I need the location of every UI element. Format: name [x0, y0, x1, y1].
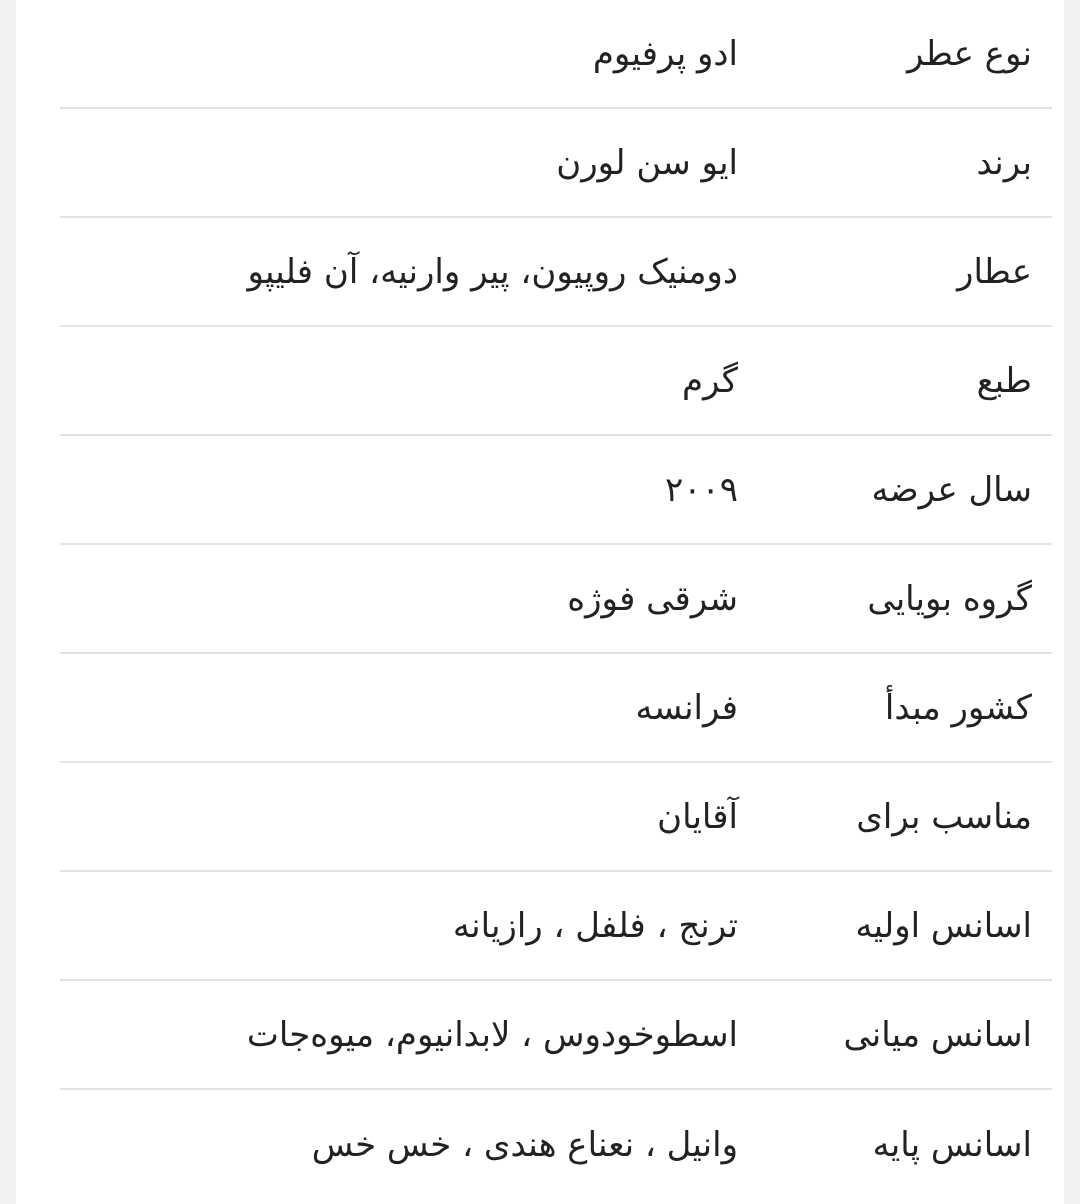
- spec-label: نوع عطر: [906, 33, 1032, 74]
- spec-row-suitable-for: [60, 763, 1052, 872]
- spec-value: ۲۰۰۹: [664, 469, 738, 510]
- spec-label: اسانس پایه: [872, 1124, 1032, 1165]
- spec-value: ایو سن لورن: [556, 142, 738, 183]
- spec-row-release-year: [60, 436, 1052, 545]
- spec-value: اسطوخودوس ، لابدانیوم، میوه‌جات: [246, 1014, 738, 1055]
- spec-row-top-notes: [60, 872, 1052, 981]
- spec-label: اسانس اولیه: [855, 905, 1032, 946]
- spec-row-perfume-type: [60, 0, 1052, 109]
- spec-row-origin-country: [60, 654, 1052, 763]
- spec-label: عطار: [957, 251, 1032, 292]
- spec-label: مناسب برای: [856, 796, 1032, 837]
- spec-value: وانیل ، نعناع هندی ، خس خس: [311, 1124, 738, 1165]
- spec-value: شرقی فوژه: [567, 578, 738, 619]
- spec-row-nature: [60, 327, 1052, 436]
- specifications-card: [16, 0, 1064, 1204]
- spec-value: ترنج ، فلفل ، رازیانه: [452, 905, 738, 946]
- spec-row-olfactory-group: [60, 545, 1052, 654]
- spec-value: گرم: [682, 360, 738, 401]
- spec-label: طبع: [976, 360, 1032, 401]
- spec-label: برند: [976, 142, 1032, 183]
- spec-value: دومنیک روپیون، پیر وارنیه، آن فلیپو: [247, 251, 738, 292]
- spec-row-middle-notes: [60, 981, 1052, 1090]
- spec-label: کشور مبدأ: [884, 687, 1032, 728]
- spec-value: ادو پرفیوم: [592, 33, 738, 74]
- spec-row-perfumer: [60, 218, 1052, 327]
- spec-row-brand: [60, 109, 1052, 218]
- spec-label: گروه بویایی: [867, 578, 1032, 619]
- spec-label: سال عرضه: [871, 469, 1032, 510]
- spec-row-base-notes: [60, 1090, 1052, 1199]
- spec-value: فرانسه: [635, 687, 738, 728]
- spec-value: آقایان: [657, 796, 738, 837]
- spec-label: اسانس میانی: [843, 1014, 1032, 1055]
- specifications-list: [60, 0, 1052, 1199]
